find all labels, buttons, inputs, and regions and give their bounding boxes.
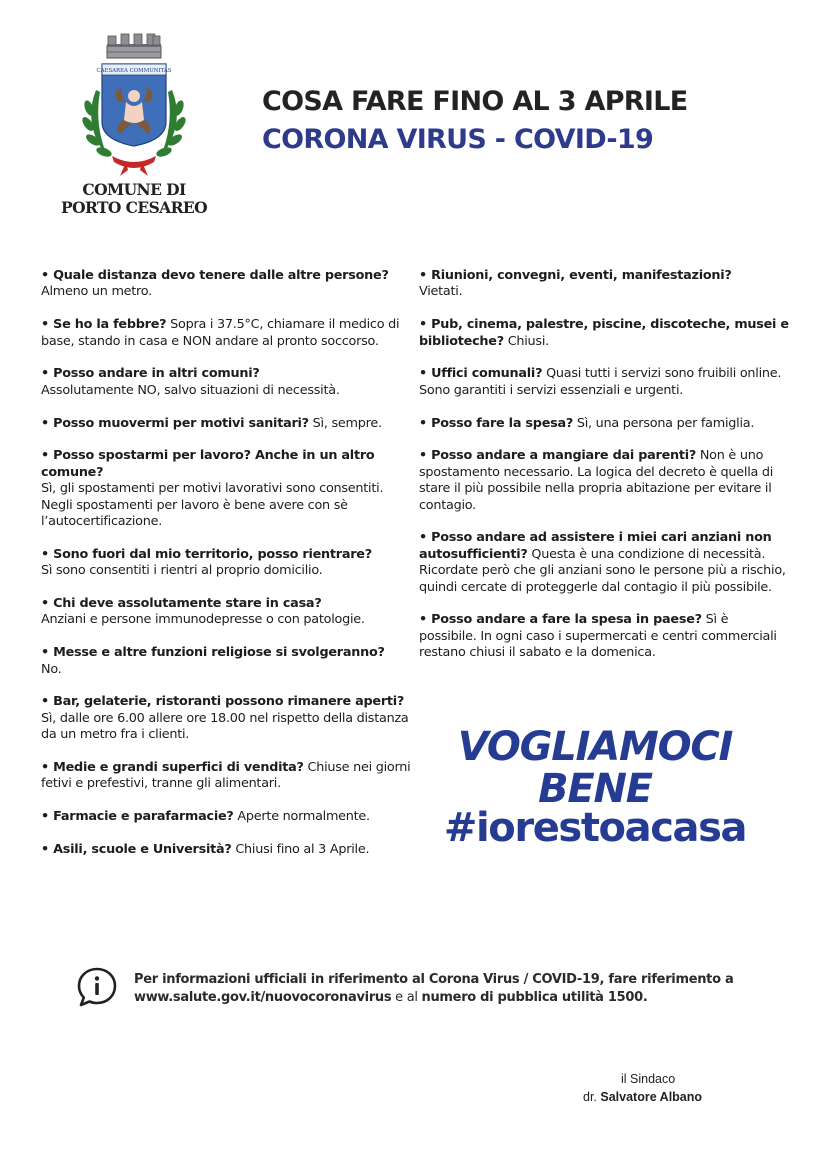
crown-icon bbox=[107, 34, 161, 58]
faq-item bbox=[41, 416, 413, 432]
faq-answer: Non è uno spostamento necessario. La logica del decreto è quella di stare il più possibile nella propria abitazione per evitare il contagio. bbox=[419, 448, 774, 513]
faq-answer: Almeno un metro. bbox=[41, 284, 152, 300]
info-text-line1: Per informazioni ufficiali in riferimento al Corona Virus / COVID-19, fare riferimento a bbox=[134, 972, 734, 987]
faq-answer: Questa è una condizione di necessità. Ricordate però che gli anziani sono le persone più a rischio, quindi cercate di proteggerle dal contagio il più possibile. bbox=[419, 546, 786, 595]
faq-question: • Medie e grandi superfici di vendita? bbox=[41, 760, 304, 776]
slogan-hashtag: #iorestoacasa bbox=[443, 805, 747, 851]
slogan-line1: VOGLIAMOCI bbox=[457, 724, 733, 770]
faq-question: • Riunioni, convegni, eventi, manifestazioni? bbox=[419, 268, 732, 283]
faq-question: • Uffici comunali? bbox=[419, 366, 543, 382]
faq-question: • Pub, cinema, palestre, piscine, discoteche, musei e biblioteche? bbox=[419, 317, 789, 349]
faq-answer: Assolutamente NO, salvo situazioni di necessità. bbox=[41, 382, 340, 398]
faq-item bbox=[41, 596, 413, 629]
faq-answer: No. bbox=[41, 661, 62, 677]
faq-item bbox=[419, 317, 789, 350]
faq-answer: Aperte normalmente. bbox=[233, 809, 370, 825]
faq-item bbox=[419, 448, 789, 514]
faq-question: • Posso fare la spesa? bbox=[419, 415, 574, 431]
faq-item bbox=[41, 760, 413, 793]
faq-question: • Messe e altre funzioni religiose si svolgeranno? bbox=[41, 645, 385, 661]
faq-answer: Vietati. bbox=[419, 284, 463, 300]
faq-item bbox=[419, 530, 789, 596]
faq-answer: Sì, una persona per famiglia. bbox=[573, 415, 755, 431]
faq-question: • Asili, scuole e Università? bbox=[41, 842, 232, 858]
faq-item bbox=[41, 842, 413, 858]
faq-answer: Sì è possibile. In ogni caso i supermercati e centri commerciali restano chiusi il sabato e la domenica. bbox=[419, 612, 777, 661]
signature bbox=[583, 1090, 702, 1104]
info-phone-number: numero di pubblica utilità 1500. bbox=[421, 990, 648, 1005]
faq-question: • Quale distanza devo tenere dalle altre persone? bbox=[41, 268, 389, 283]
signature-name: Salvatore Albano bbox=[600, 1090, 703, 1104]
crest-label: CAESAREA COMMUNITAS bbox=[96, 68, 172, 74]
faq-item bbox=[419, 268, 789, 301]
faq-answer: Chiusi. bbox=[503, 333, 549, 349]
faq-question: • Posso muovermi per motivi sanitari? bbox=[41, 415, 309, 431]
faq-question: • Chi deve assolutamente stare in casa? bbox=[41, 596, 322, 612]
faq-item bbox=[419, 366, 789, 399]
faq-item bbox=[419, 612, 789, 661]
signature-prefix: dr. bbox=[583, 1090, 601, 1104]
faq-question: • Posso andare in altri comuni? bbox=[41, 366, 260, 382]
faq-question: • Bar, gelaterie, ristoranti possono rimanere aperti? bbox=[41, 694, 405, 710]
faq-answer: Sì sono consentiti i rientri al proprio domicilio. bbox=[41, 563, 323, 579]
faq-question: • Farmacie e parafarmacie? bbox=[41, 809, 234, 825]
ribbon-icon bbox=[112, 156, 156, 176]
faq-question: • Posso spostarmi per lavoro? Anche in un altro comune? bbox=[41, 448, 375, 480]
comune-name-line1: COMUNE DI bbox=[82, 180, 186, 199]
faq-item bbox=[41, 547, 413, 580]
faq-answer: Sì, gli spostamenti per motivi lavorativi sono consentiti. Negli spostamenti per lavoro è bene avere con sè l’autocertificazione. bbox=[41, 481, 384, 530]
page-subtitle: CORONA VIRUS - COVID-19 bbox=[262, 124, 654, 155]
faq-item bbox=[41, 809, 413, 825]
info-text-line2 bbox=[134, 990, 648, 1005]
faq-answer: Sì, sempre. bbox=[308, 415, 382, 431]
faq-answer: Chiusi fino al 3 Aprile. bbox=[231, 842, 370, 858]
faq-answer: Quasi tutti i servizi sono fruibili online. Sono garantiti i servizi essenziali e urgenti. bbox=[419, 366, 782, 398]
faq-item bbox=[41, 645, 413, 678]
faq-answer: Sopra i 37.5°C, chiamare il medico di base, stando in casa e NON andare al pronto soccorso. bbox=[41, 317, 400, 349]
faq-answer: Sì, dalle ore 6.00 allere ore 18.00 nel rispetto della distanza da un metro fra i clienti. bbox=[41, 710, 409, 743]
slogan-line2: BENE bbox=[538, 766, 652, 812]
faq-item bbox=[41, 317, 413, 350]
faq-question: • Sono fuori dal mio territorio, posso rientrare? bbox=[41, 546, 372, 562]
faq-question: • Se ho la febbre? bbox=[41, 317, 167, 333]
faq-item bbox=[419, 416, 789, 432]
comune-name-line2: PORTO CESAREO bbox=[61, 198, 207, 217]
faq-question: • Posso andare a mangiare dai parenti? bbox=[419, 448, 697, 464]
page-title: COSA FARE FINO AL 3 APRILE bbox=[262, 86, 688, 117]
faq-item bbox=[41, 448, 413, 530]
signature-role: il Sindaco bbox=[621, 1072, 676, 1086]
faq-question: • Posso andare ad assistere i miei cari anziani non autosufficienti? bbox=[419, 530, 772, 562]
faq-item bbox=[41, 694, 413, 743]
faq-question: • Posso andare a fare la spesa in paese? bbox=[419, 612, 702, 628]
info-url-link[interactable]: www.salute.gov.it/nuovocoronavirus bbox=[134, 990, 392, 1005]
faq-item bbox=[41, 366, 413, 399]
info-connector: e al bbox=[391, 990, 422, 1005]
municipal-crest bbox=[74, 30, 194, 180]
faq-left-column bbox=[41, 268, 413, 875]
info-bubble-icon bbox=[76, 966, 118, 1008]
faq-right-column bbox=[419, 268, 789, 678]
shield-icon bbox=[97, 64, 172, 146]
faq-item bbox=[41, 268, 413, 301]
faq-answer: Chiuse nei giorni fetivi e prefestivi, tranne gli alimentari. bbox=[41, 760, 411, 792]
faq-answer: Anziani e persone immunodepresse o con patologie. bbox=[41, 612, 365, 628]
